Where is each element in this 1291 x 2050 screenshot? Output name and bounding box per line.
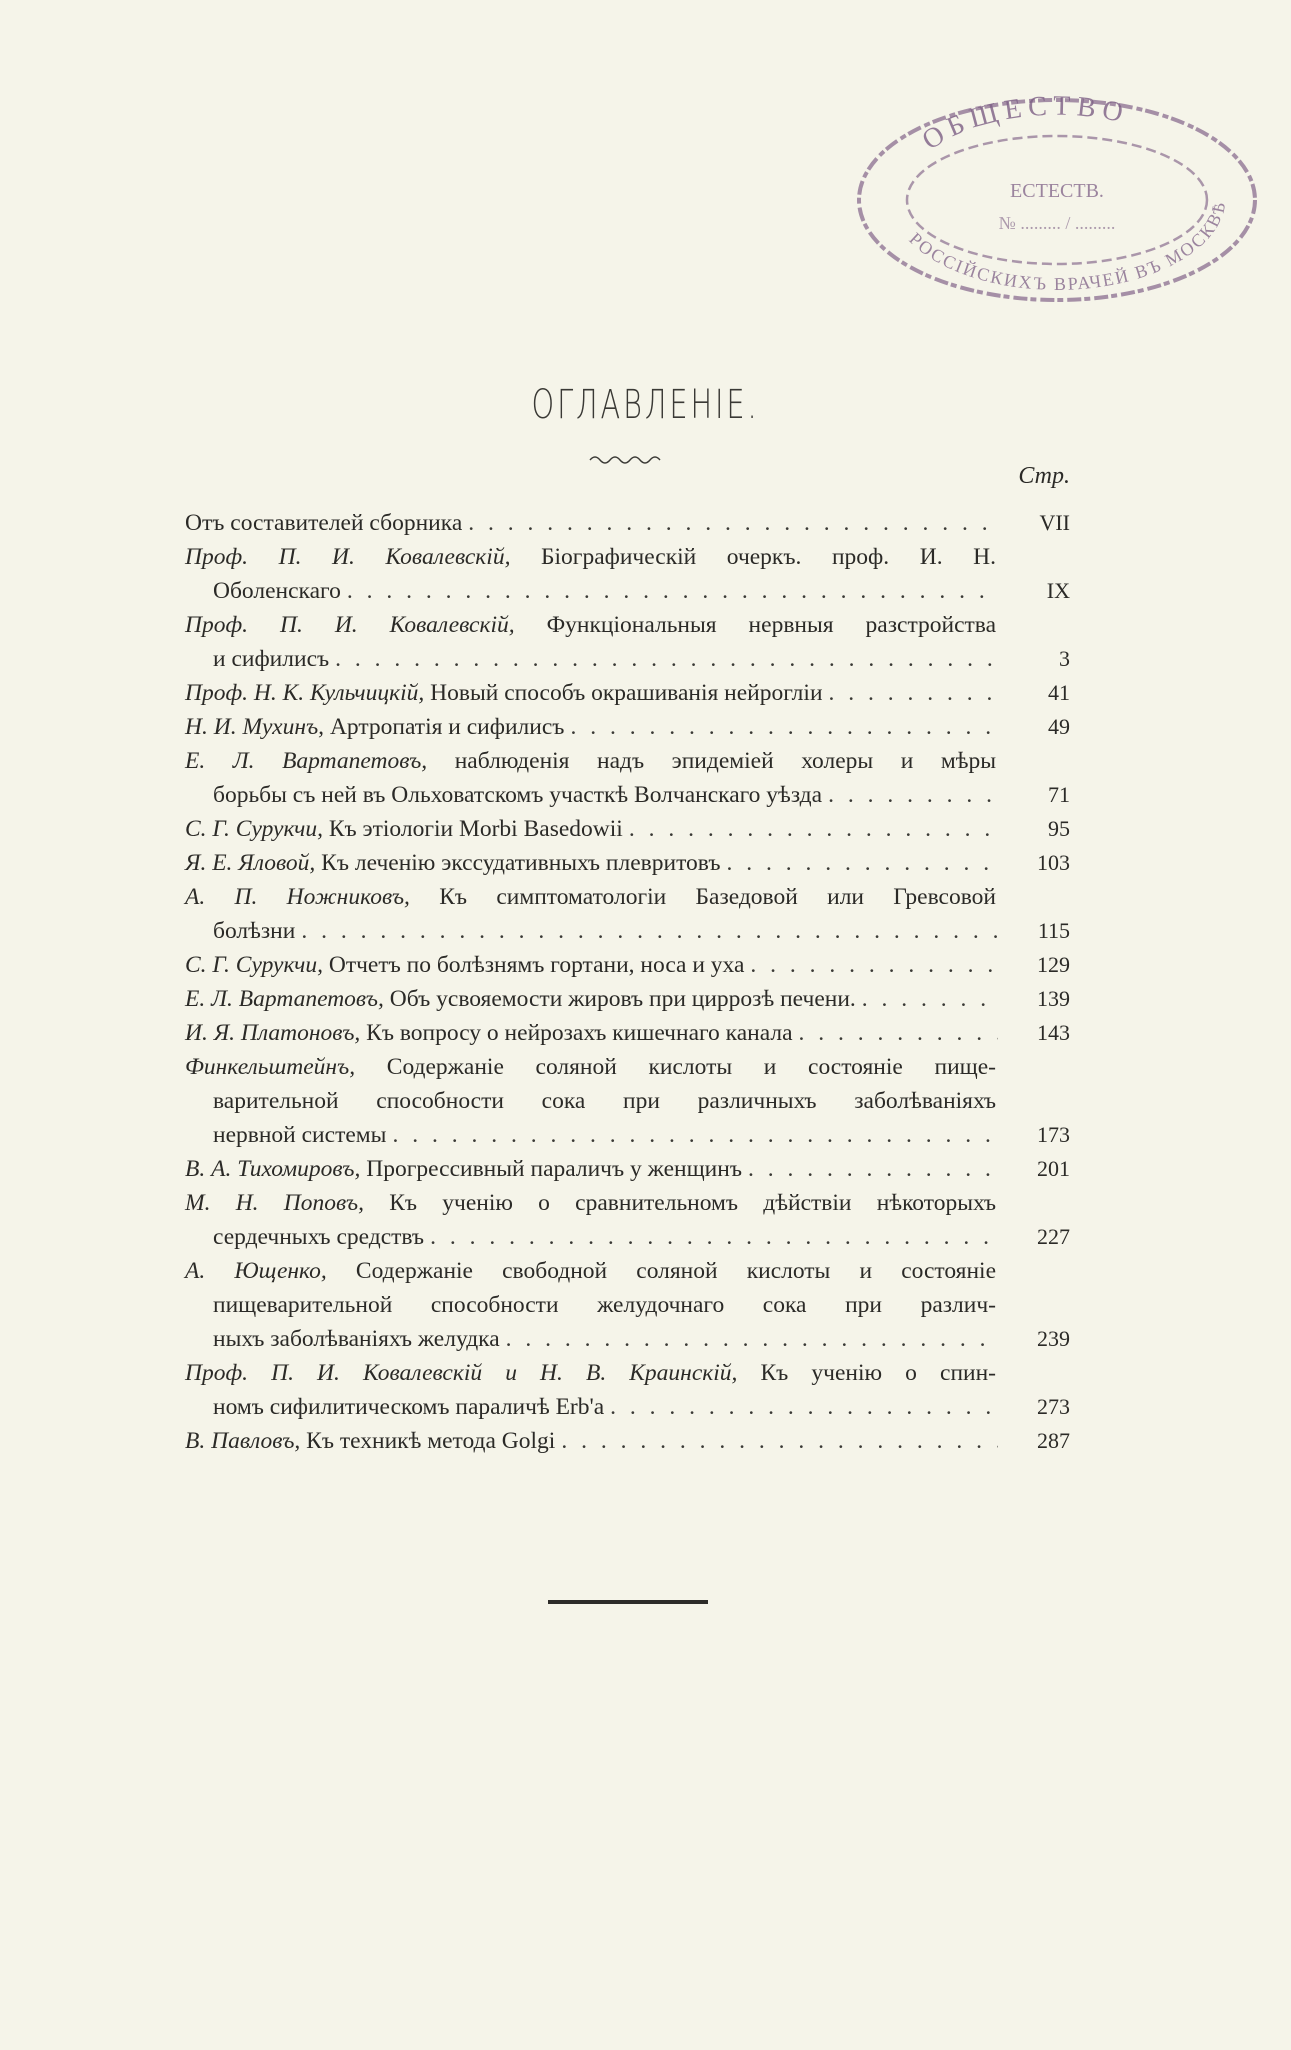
entry-title: Къ леченію экссудативныхъ плевритовъ	[315, 850, 721, 876]
toc-entry	[185, 676, 1070, 710]
entry-first-line	[185, 948, 744, 982]
toc-entry-continuation	[185, 1322, 1070, 1356]
toc-entry	[185, 710, 1070, 744]
page-column-label: Стр.	[1018, 463, 1070, 489]
entry-continuation-text: и сифилисъ	[213, 646, 330, 672]
entry-first-line	[185, 846, 720, 880]
entry-page-number: 49	[1048, 714, 1070, 739]
dot-leader	[629, 812, 998, 846]
dot-leader	[570, 710, 998, 744]
toc-entry	[185, 880, 1070, 914]
entry-author: Е. Л. Вартапетовъ,	[185, 986, 384, 1012]
entry-author: Проф. Н. К. Кульчицкій,	[185, 680, 425, 706]
toc-entry-continuation	[185, 914, 1070, 948]
dot-leader	[335, 642, 998, 676]
stamp-bottom-text: РОССІЙСКИХЪ ВРАЧЕЙ ВЪ МОСКВѢ	[905, 198, 1230, 294]
toc-entry	[185, 1186, 1070, 1220]
toc-entry	[185, 1254, 1070, 1288]
entry-first-line	[185, 1016, 793, 1050]
dot-leader	[828, 778, 998, 812]
toc-entry-continuation	[185, 1288, 1070, 1322]
entry-page-number: 239	[1037, 1326, 1070, 1351]
entry-continuation-text: номъ сифилитическомъ параличѣ Erb'а	[213, 1394, 605, 1420]
entry-page-number: 103	[1037, 850, 1070, 875]
toc-entry-continuation	[185, 574, 1070, 608]
entry-continuation-text: болѣзни	[213, 918, 296, 944]
toc-entry-continuation	[185, 1084, 1070, 1118]
entry-title: Біографическій очеркъ. проф. И. Н.	[510, 544, 996, 570]
entry-first-line	[185, 1254, 996, 1288]
entry-title: Къ ученію о спин-	[737, 1360, 996, 1386]
entry-title: Содержаніе свободной соляной кислоты и состояніе	[326, 1258, 996, 1284]
entry-title: Содержаніе соляной кислоты и состояніе пище-	[355, 1054, 996, 1080]
entry-continuation-text: ныхъ заболѣваніяхъ желудка	[213, 1326, 500, 1352]
entry-page-number: 173	[1037, 1122, 1070, 1147]
entry-author: С. Г. Сурукчи,	[185, 952, 323, 978]
dot-leader	[468, 506, 998, 540]
table-of-contents	[185, 506, 1070, 1458]
entry-author: А. П. Ножниковъ,	[185, 884, 410, 910]
toc-entry	[185, 506, 1070, 540]
toc-entry	[185, 982, 1070, 1016]
entry-author: Проф. П. И. Ковалевскій и Н. В. Краинскій,	[185, 1360, 738, 1386]
toc-entry	[185, 540, 1070, 574]
entry-page-number: 115	[1037, 918, 1070, 943]
toc-entry-continuation	[185, 642, 1070, 676]
dot-leader	[506, 1322, 998, 1356]
dot-leader	[748, 1152, 998, 1186]
entry-title: Объ усвояемости жировъ при циррозѣ печени.	[383, 986, 856, 1012]
stamp-graphic	[850, 85, 1265, 315]
entry-first-line	[185, 540, 996, 574]
stamp-number-line: № ......... / .........	[998, 213, 1116, 233]
entry-page-number: 273	[1037, 1394, 1070, 1419]
ornament-divider	[588, 452, 668, 466]
entry-first-line	[185, 744, 996, 778]
entry-page-number: VII	[1039, 510, 1070, 535]
dot-leader	[301, 914, 998, 948]
library-stamp	[850, 85, 1265, 315]
entry-author: В. А. Тихомировъ,	[185, 1156, 361, 1182]
dot-leader	[799, 1016, 998, 1050]
entry-page-number: 41	[1048, 680, 1070, 705]
toc-entry	[185, 1356, 1070, 1390]
toc-entry	[185, 812, 1070, 846]
dot-leader	[610, 1390, 998, 1424]
entry-first-line	[185, 1152, 742, 1186]
entry-first-line	[185, 710, 564, 744]
entry-author: Е. Л. Вартапетовъ,	[185, 748, 428, 774]
toc-entry	[185, 1424, 1070, 1458]
entry-continuation-text: варительной способности сока при различныхъ заболѣваніяхъ	[213, 1088, 996, 1114]
entry-continuation-text: борьбы съ ней въ Ольховатскомъ участкѣ Волчанскаго уѣзда	[213, 782, 823, 808]
entry-first-line	[185, 982, 856, 1016]
dot-leader	[726, 846, 998, 880]
toc-entry	[185, 608, 1070, 642]
entry-title: Функціональныя нервныя разстройства	[514, 612, 996, 638]
dot-leader	[347, 574, 998, 608]
entry-title: Къ техникѣ метода Golgi	[300, 1428, 556, 1454]
entry-first-line	[185, 608, 996, 642]
entry-first-line	[185, 812, 623, 846]
entry-title: Къ ученію о сравнительномъ дѣйствіи нѣкоторыхъ	[363, 1190, 997, 1216]
entry-title: Артропатія и сифилисъ	[324, 714, 565, 740]
dot-leader	[750, 948, 998, 982]
toc-entry-continuation	[185, 1220, 1070, 1254]
toc-entry	[185, 744, 1070, 778]
toc-entry	[185, 948, 1070, 982]
entry-continuation-text: сердечныхъ средствъ	[213, 1224, 425, 1250]
entry-continuation-text: Оболенскаго	[213, 578, 341, 604]
entry-first-line	[185, 1050, 996, 1084]
entry-title: Отъ составителей сборника	[185, 510, 463, 536]
entry-title: наблюденія надъ эпидеміей холеры и мѣры	[427, 748, 996, 774]
entry-first-line	[185, 676, 823, 710]
entry-author: В. Павловъ,	[185, 1428, 301, 1454]
toc-entry	[185, 1016, 1070, 1050]
dot-leader	[561, 1424, 998, 1458]
toc-entry-continuation	[185, 778, 1070, 812]
entry-author: Н. И. Мухинъ,	[185, 714, 325, 740]
dot-leader	[829, 676, 998, 710]
page-title: ОГЛАВЛЕНІЕ.	[531, 382, 760, 428]
stamp-middle-text: ЕСТЕСТВ.	[1010, 180, 1104, 202]
entry-first-line	[185, 880, 996, 914]
toc-entry-continuation	[185, 1390, 1070, 1424]
entry-first-line	[185, 1356, 996, 1390]
toc-entry	[185, 1050, 1070, 1084]
entry-title: Къ симптоматологіи Базедовой или Гревсовой	[409, 884, 996, 910]
toc-entry-continuation	[185, 1118, 1070, 1152]
toc-entry	[185, 1152, 1070, 1186]
entry-author: М. Н. Поповъ,	[185, 1190, 364, 1216]
entry-page-number: 143	[1037, 1020, 1070, 1045]
entry-author: Проф. П. И. Ковалевскій,	[185, 612, 515, 638]
dot-leader	[430, 1220, 998, 1254]
entry-page-number: 227	[1037, 1224, 1070, 1249]
entry-title: Прогрессивный параличъ у женщинъ	[360, 1156, 742, 1182]
entry-title: Къ этіологіи Morbi Basedowii	[322, 816, 623, 842]
entry-title: Новый способъ окрашиванія нейрогліи	[424, 680, 823, 706]
svg-text:ОБЩЕСТВО	[917, 91, 1132, 157]
dot-leader	[862, 982, 998, 1016]
stamp-top-text: ОБЩЕСТВО	[916, 90, 1132, 157]
toc-entry	[185, 846, 1070, 880]
entry-page-number: IX	[1046, 578, 1070, 603]
entry-author: А. Ющенко,	[185, 1258, 327, 1284]
entry-page-number: 287	[1037, 1428, 1070, 1453]
entry-page-number: 139	[1037, 986, 1070, 1011]
entry-author: Финкельштейнъ,	[185, 1054, 356, 1080]
entry-page-number: 3	[1059, 646, 1070, 671]
entry-first-line	[185, 506, 462, 540]
closing-rule	[548, 1600, 708, 1604]
entry-first-line	[185, 1186, 996, 1220]
dot-leader	[392, 1118, 998, 1152]
entry-author: Проф. П. И. Ковалевскій,	[185, 544, 511, 570]
entry-author: Я. Е. Яловой,	[185, 850, 316, 876]
entry-title: Отчетъ по болѣзнямъ гортани, носа и уха	[322, 952, 745, 978]
entry-page-number: 201	[1037, 1156, 1070, 1181]
entry-page-number: 129	[1037, 952, 1070, 977]
entry-continuation-text: нервной системы	[213, 1122, 387, 1148]
entry-author: И. Я. Платоновъ,	[185, 1020, 361, 1046]
entry-first-line	[185, 1424, 555, 1458]
entry-page-number: 71	[1048, 782, 1070, 807]
entry-author: С. Г. Сурукчи,	[185, 816, 323, 842]
entry-page-number: 95	[1048, 816, 1070, 841]
entry-continuation-text: пищеварительной способности желудочнаго сока при различ-	[213, 1292, 996, 1318]
entry-title: Къ вопросу о нейрозахъ кишечнаго канала	[360, 1020, 793, 1046]
